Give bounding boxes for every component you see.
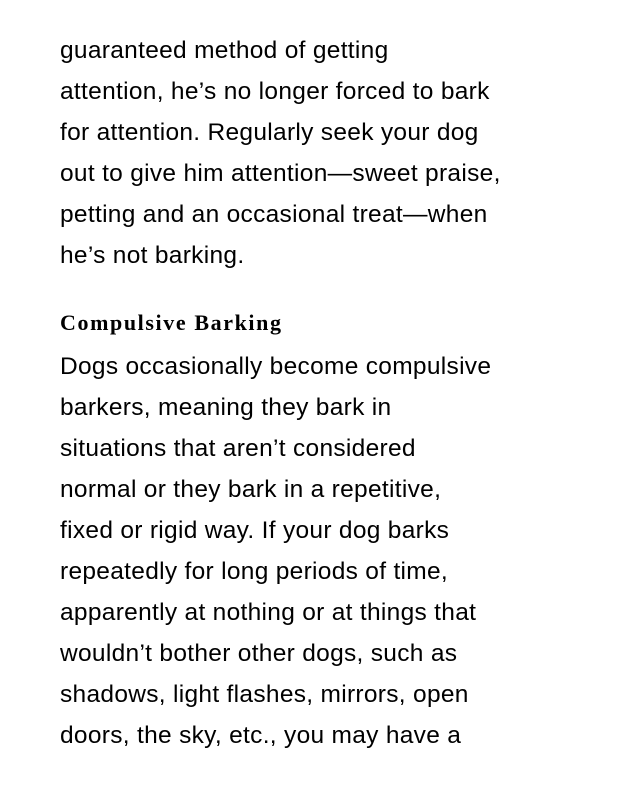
text-line: petting and an occasional treat—when	[60, 201, 488, 228]
text-line: attention, he’s no longer forced to bark	[60, 78, 490, 105]
text-line: doors, the sky, etc., you may have a	[60, 722, 462, 749]
paragraph-compulsive-barking	[60, 346, 491, 756]
text-line: guaranteed method of getting	[60, 37, 389, 64]
text-line: situations that aren’t considered	[60, 435, 416, 462]
text-line: he’s not barking.	[60, 242, 245, 269]
text-line: apparently at nothing or at things that	[60, 599, 477, 626]
paragraph-intro	[60, 30, 501, 276]
text-line: normal or they bark in a repetitive,	[60, 476, 442, 503]
text-line: Dogs occasionally become compulsive	[60, 353, 492, 380]
text-line: shadows, light flashes, mirrors, open	[60, 681, 469, 708]
text-line: wouldn’t bother other dogs, such as	[60, 640, 458, 667]
text-line: repeatedly for long periods of time,	[60, 558, 449, 585]
text-line: fixed or rigid way. If your dog barks	[60, 517, 450, 544]
text-line: for attention. Regularly seek your dog	[60, 119, 479, 146]
text-line: out to give him attention—sweet praise,	[60, 160, 501, 187]
text-line: barkers, meaning they bark in	[60, 394, 392, 421]
section-heading: Compulsive Barking	[60, 310, 283, 335]
